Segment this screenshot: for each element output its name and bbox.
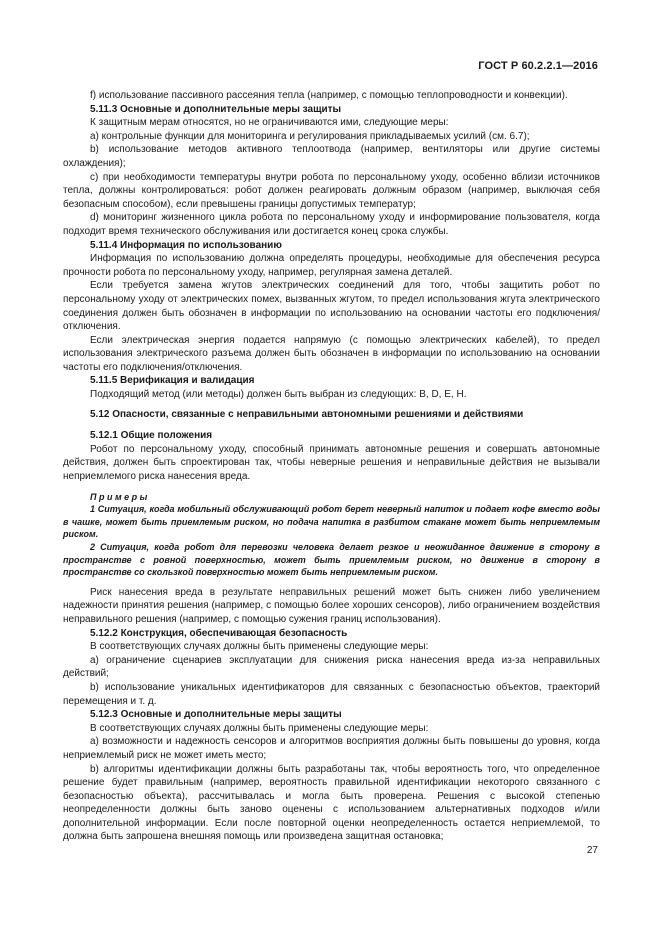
paragraph-5-12-2-b: b) использование уникальных идентификаторов для связанных с безопасностью объектов, траекторий перемещения и т. д. bbox=[63, 681, 600, 707]
example-1: 1 Ситуация, когда мобильный обслуживающий робот берет неверный напиток и подает кофе вместо воды в чашке, может быть приемлемым риском, но подача напитка в разбитом стакане может быть неприемлемым риском. bbox=[63, 504, 600, 540]
paragraph-5-12-3-a: a) возможности и надежность сенсоров и алгоритмов восприятия должны быть повышены до уровня, когда неприемлемый риск не может иметь место; bbox=[63, 736, 600, 761]
paragraph-5-12-3-b: b) алгоритмы идентификации должны быть разработаны так, чтобы вероятность того, что определенное решение будет правильным (например, вероятность правильной идентификации некоторого связанного с безопасностью объекта), рассчитывалась и могла быть проверена. Решения с высокой степенью неопределенности должны быть заново оценены с использованием альтернативных подходов и/или дополнительной информации. Если после повторной оценки неопределенность остается неприемлемой, то должна быть запрошена внешняя помощь или произведена защитная остановка; bbox=[63, 763, 600, 843]
examples-title: Примеры bbox=[90, 491, 150, 502]
paragraph-f: f) использование пассивного рассеяния тепла (например, с помощью теплопроводности и конвекции). bbox=[90, 90, 568, 101]
heading-5-12: 5.12 Опасности, связанные с неправильными автономными решениями и действиями bbox=[90, 408, 524, 420]
heading-5-12-1: 5.12.1 Общие положения bbox=[90, 430, 213, 442]
example-2: 2 Ситуация, когда робот для перевозки человека делает резкое и неожиданное движение в сторону в пространстве с ровной поверхностью, может быть приемлемым риском, но движение в сторону в пространстве со скользкой поверхностью может быть неприемлемым риском. bbox=[63, 542, 600, 578]
paragraph-5-11-4-1: Информация по использованию должна определять процедуры, необходимые для обеспечения ресурса прочности робота по персональному уходу, например, регулярная замена деталей. bbox=[63, 253, 600, 278]
paragraph-5-11-4-2: Если требуется замена жгутов электрических соединений для того, чтобы защитить робот по персональному уходу от электрических помех, вызванных жгутом, то предел использования жгута электрического соединения должен быть обозначен в информации по использованию на основании частоты его подключения/отключения. bbox=[63, 280, 600, 333]
paragraph-5-12-1: Робот по персональному уходу, способный принимать автономные решения и совершать автономные действия, должен быть спроектирован так, чтобы неверные решения и неправильные действия не вызывали неприемлемого риска нанесения вреда. bbox=[63, 443, 600, 483]
paragraph-5-12-2-a: a) ограничение сценариев эксплуатации для снижения риска нанесения вреда из-за неправильных действий; bbox=[63, 654, 600, 680]
heading-5-11-5: 5.11.5 Верификация и валидация bbox=[90, 375, 255, 387]
page-number: 27 bbox=[586, 845, 598, 856]
heading-5-11-4: 5.11.4 Информация по использованию bbox=[90, 239, 282, 251]
paragraph-5-11-5: Подходящий метод (или методы) должен быть выбран из следующих: B, D, E, H. bbox=[90, 389, 467, 401]
standard-header: ГОСТ Р 60.2.2.1—2016 bbox=[478, 60, 598, 72]
paragraph-5-11-3-intro: К защитным мерам относятся, но не ограничиваются ими, следующие меры: bbox=[90, 117, 449, 129]
paragraph-5-11-3-c: c) при необходимости температуры внутри робота по персональному уходу, особенно вблизи источников тепла, должны контролироваться: робот должен реагировать должным образом (например, выключая себя безопасным способом), если превышены границы допустимых температур; bbox=[63, 171, 600, 210]
heading-5-11-3: 5.11.3 Основные и дополнительные меры защиты bbox=[90, 103, 342, 115]
paragraph-5-12-3-intro: В соответствующих случаях должны быть применены следующие меры: bbox=[90, 722, 429, 734]
paragraph-5-11-3-a: a) контрольные функции для мониторинга и регулирования прикладываемых усилий (см. 6.7); bbox=[90, 130, 530, 142]
paragraph-risk: Риск нанесения вреда в результате неправильных решений может быть снижен либо увеличением надежности принятия решения (например, с помощью более хороших сенсоров), либо ограничением воздействия неправильного решения (например, с помощью сужения границ использования). bbox=[63, 586, 600, 625]
paragraph-5-11-4-3: Если электрическая энергия подается напрямую (с помощью электрических кабелей), то предел использования электрического разъема должен быть обозначен в информации по использованию на основании частоты его подключения/отключения. bbox=[63, 334, 600, 373]
page-body bbox=[63, 89, 600, 844]
paragraph-5-12-2-intro: В соответствующих случаях должны быть применены следующие меры: bbox=[90, 641, 429, 653]
heading-5-12-3: 5.12.3 Основные и дополнительные меры защиты bbox=[90, 709, 342, 721]
paragraph-5-11-3-d: d) мониторинг жизненного цикла робота по персональному уходу и информирование пользователя, когда подходит время технического обслуживания или достигается конец срока службы. bbox=[63, 212, 600, 237]
paragraph-5-11-3-b: b) использование методов активного теплоотвода (например, вентиляторы или другие системы охлаждения); bbox=[63, 144, 600, 169]
heading-5-12-2: 5.12.2 Конструкция, обеспечивающая безопасность bbox=[90, 627, 348, 639]
